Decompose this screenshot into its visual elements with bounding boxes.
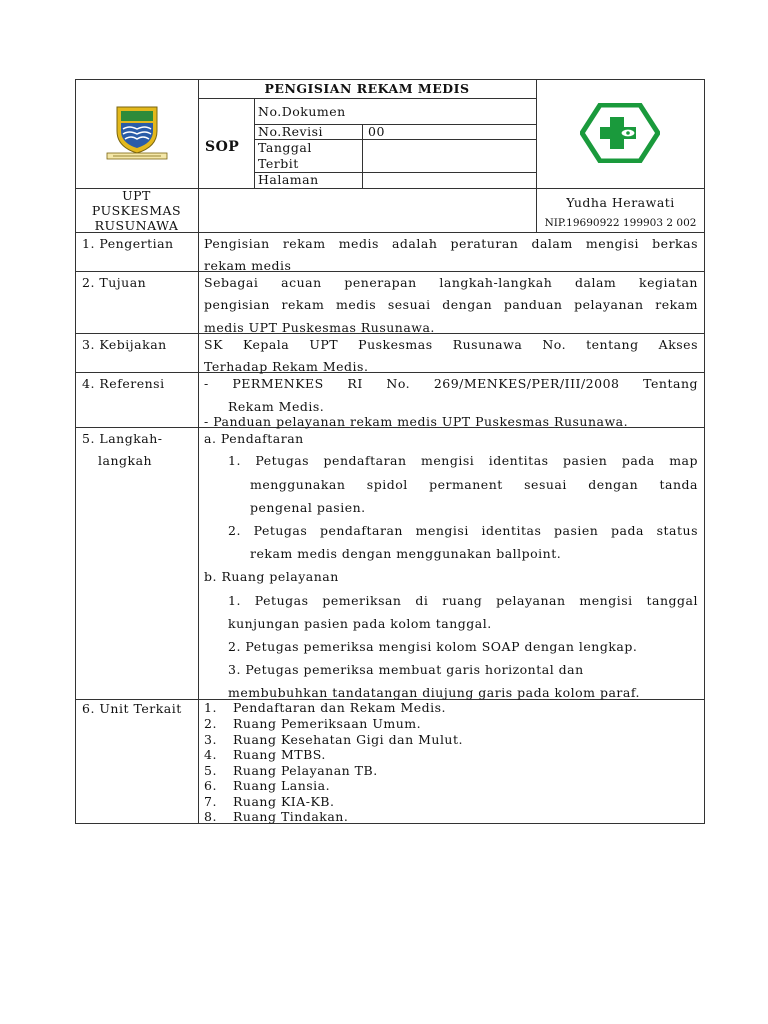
referensi-item-cont: Rekam Medis.: [228, 399, 325, 414]
step-line: 2. Petugas pendaftaran mengisi identitas pasien pada status: [228, 523, 698, 538]
unit-item: Ruang Tindakan.: [233, 809, 349, 824]
referensi-item: - PERMENKES RI No. 269/MENKES/PER/III/2008 Tentang: [204, 376, 698, 391]
unit-item: Pendaftaran dan Rekam Medis.: [233, 700, 447, 715]
kebijakan-text-line: Terhadap Rekam Medis.: [204, 359, 369, 374]
unit-item: Ruang Kesehatan Gigi dan Mulut.: [233, 732, 463, 747]
puskesmas-logo: [580, 103, 660, 163]
page-label: Halaman: [258, 172, 319, 187]
grid-line: [198, 232, 199, 824]
unit-item: Ruang MTBS.: [233, 747, 326, 762]
unit-item: Ruang KIA-KB.: [233, 794, 335, 809]
unit-item-number: 5.: [204, 763, 217, 778]
document-title: PENGISIAN REKAM MEDIS: [264, 81, 470, 96]
unit-item: Ruang Pemeriksaan Umum.: [233, 716, 422, 731]
unit-item: Ruang Pelayanan TB.: [233, 763, 378, 778]
step-line: 1. Petugas pendaftaran mengisi identitas pasien pada map: [228, 453, 698, 468]
step-group-title: b. Ruang pelayanan: [204, 569, 339, 584]
section-label-pengertian: 1. Pengertian: [82, 236, 174, 251]
sop-label: SOP: [205, 139, 240, 155]
step-line: membubuhkan tandatangan diujung garis pada kolom paraf.: [228, 685, 640, 700]
institution-line-3: RUSUNAWA: [94, 218, 179, 233]
signer-nip: NIP.19690922 199903 2 002: [544, 217, 697, 229]
grid-line: [198, 98, 536, 99]
tujuan-text-line: Sebagai acuan penerapan langkah-langkah dalam kegiatan: [204, 275, 698, 290]
issue-date-label: Tanggal: [258, 140, 312, 155]
section-label-langkah: 5. Langkah-: [82, 431, 163, 446]
section-label-referensi: 4. Referensi: [82, 376, 165, 391]
grid-line: [198, 188, 199, 232]
grid-line: [75, 372, 705, 373]
step-line: pengenal pasien.: [250, 500, 366, 515]
pengertian-text-line: rekam medis: [204, 258, 292, 273]
signer-name: Yudha Herawati: [566, 195, 675, 210]
section-label-kebijakan: 3. Kebijakan: [82, 337, 167, 352]
pengertian-text-line: Pengisian rekam medis adalah peraturan dalam mengisi berkas: [204, 236, 698, 251]
revision-value: 00: [368, 124, 385, 139]
unit-item-number: 6.: [204, 778, 217, 793]
city-crest-logo: [105, 103, 169, 161]
grid-line: [254, 98, 255, 188]
revision-label: No.Revisi: [258, 124, 323, 139]
step-line: 2. Petugas pemeriksa mengisi kolom SOAP dengan lengkap.: [228, 639, 638, 654]
unit-item-number: 1.: [204, 700, 217, 715]
referensi-item: - Panduan pelayanan rekam medis UPT Puskesmas Rusunawa.: [204, 414, 629, 429]
unit-item-number: 7.: [204, 794, 217, 809]
institution-line-2: PUSKESMAS: [91, 203, 182, 218]
institution-line-1: UPT: [122, 188, 151, 203]
step-line: kunjungan pasien pada kolom tanggal.: [228, 616, 492, 631]
unit-item-number: 2.: [204, 716, 217, 731]
grid-line: [75, 271, 705, 272]
section-label-langkah-2: langkah: [98, 453, 153, 468]
doc-number-label: No.Dokumen: [258, 104, 346, 119]
grid-line: [362, 124, 363, 188]
issue-date-label-2: Terbit: [258, 156, 299, 171]
step-group-title: a. Pendaftaran: [204, 431, 304, 446]
unit-item-number: 4.: [204, 747, 217, 762]
step-line: 3. Petugas pemeriksa membuat garis horizontal dan: [228, 662, 584, 677]
section-label-tujuan: 2. Tujuan: [82, 275, 147, 290]
unit-item-number: 3.: [204, 732, 217, 747]
section-label-unit-terkait: 6. Unit Terkait: [82, 701, 182, 716]
unit-item-number: 8.: [204, 809, 217, 824]
kebijakan-text-line: SK Kepala UPT Puskesmas Rusunawa No. tentang Akses: [204, 337, 698, 352]
step-line: rekam medis dengan menggunakan ballpoint.: [250, 546, 562, 561]
tujuan-text-line: pengisian rekam medis sesuai dengan panduan pelayanan rekam: [204, 297, 698, 312]
step-line: menggunakan spidol permanent sesuai dengan tanda: [250, 477, 698, 492]
grid-line: [536, 79, 537, 188]
step-line: 1. Petugas pemeriksan di ruang pelayanan mengisi tanggal: [228, 593, 698, 608]
unit-item: Ruang Lansia.: [233, 778, 331, 793]
tujuan-text-line: medis UPT Puskesmas Rusunawa.: [204, 320, 435, 335]
